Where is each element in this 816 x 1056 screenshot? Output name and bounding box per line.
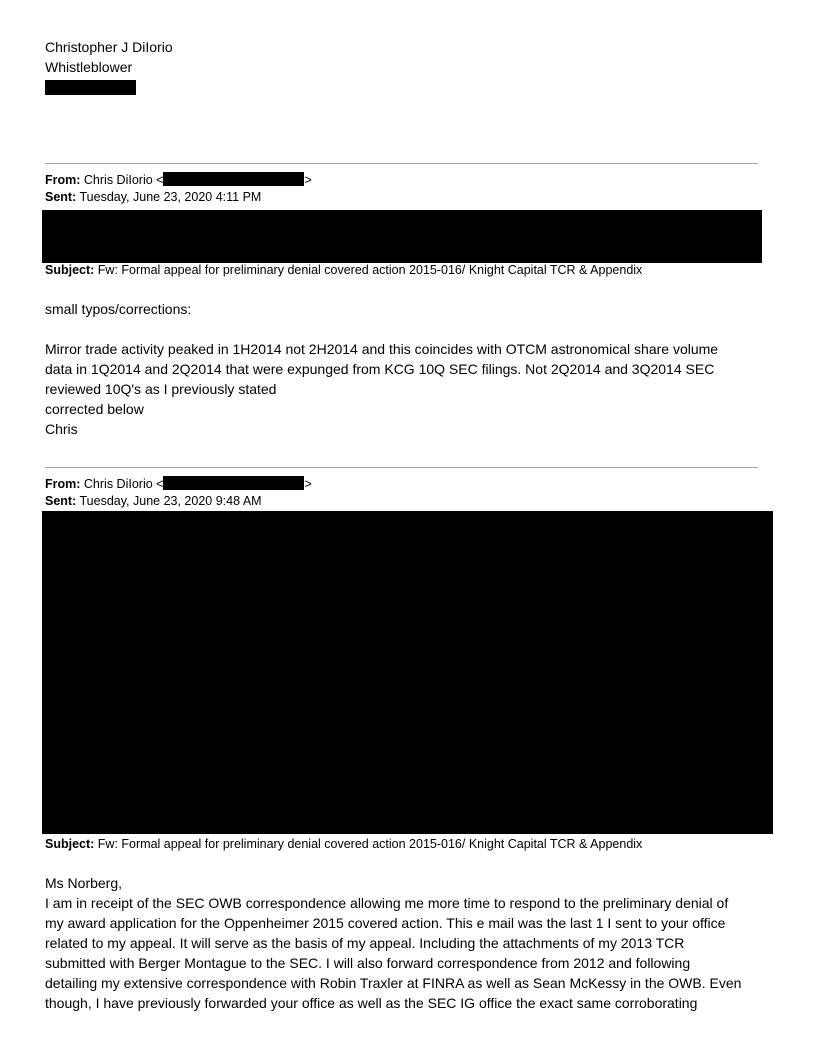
- redaction-recipients: [42, 511, 773, 834]
- subject-value: Fw: Formal appeal for preliminary denial covered action 2015-016/ Knight Capital TCR & Appendix: [97, 263, 643, 277]
- email2-from-line: [45, 476, 312, 493]
- email1-sent-line: [45, 189, 261, 206]
- email1-body-line: reviewed 10Q's as I previously stated: [45, 381, 277, 397]
- email2-body-line: submitted with Berger Montague to the SEC. I will also forward correspondence from 2012 and following: [45, 955, 691, 971]
- email1-body-line: data in 1Q2014 and 2Q2014 that were expunged from KCG 10Q SEC filings. Not 2Q2014 and 3Q2014 SEC: [45, 361, 715, 377]
- redaction-recipients: [42, 210, 762, 263]
- sent-value: Tuesday, June 23, 2020 4:11 PM: [79, 190, 262, 204]
- email1-body-line: corrected below: [45, 401, 144, 417]
- email1-from-line: [45, 172, 312, 189]
- from-label: From:: [45, 477, 81, 491]
- sent-label: Sent:: [45, 494, 77, 508]
- from-name: Chris DiIorio <: [83, 173, 164, 187]
- sent-label: Sent:: [45, 190, 77, 204]
- redaction-address: [45, 80, 136, 95]
- subject-label: Subject:: [45, 263, 95, 277]
- redaction-email: [163, 476, 304, 490]
- email1-signature: Chris: [45, 421, 78, 437]
- email2-body-line: detailing my extensive correspondence with Robin Traxler at FINRA as well as Sean McKessy in the OWB. Even: [45, 975, 742, 991]
- redaction-email: [163, 172, 304, 186]
- email2-body-line: though, I have previously forwarded your office as well as the SEC IG office the exact same corroborating: [45, 995, 698, 1011]
- email1-body-line: Mirror trade activity peaked in 1H2014 not 2H2014 and this coincides with OTCM astronomical share volume: [45, 341, 719, 357]
- email-separator: [45, 467, 758, 468]
- from-name: Chris DiIorio <: [83, 477, 164, 491]
- author-title: Whistleblower: [45, 59, 133, 75]
- email2-subject-line: [45, 836, 642, 853]
- from-close: >: [304, 173, 312, 187]
- email2-sent-line: [45, 493, 262, 510]
- email2-greeting: Ms Norberg,: [45, 875, 123, 891]
- subject-label: Subject:: [45, 837, 95, 851]
- subject-value: Fw: Formal appeal for preliminary denial covered action 2015-016/ Knight Capital TCR & Appendix: [97, 837, 643, 851]
- email1-body-line: small typos/corrections:: [45, 301, 192, 317]
- email1-subject-line: [45, 262, 642, 279]
- email2-body-line: related to my appeal. It will serve as the basis of my appeal. Including the attachments of my 2013 TCR: [45, 935, 685, 951]
- from-label: From:: [45, 173, 81, 187]
- author-name: Christopher J DiIorio: [45, 39, 173, 55]
- email-separator: [45, 163, 758, 164]
- email2-body-line: I am in receipt of the SEC OWB correspondence allowing me more time to respond to the preliminary denial of: [45, 895, 729, 911]
- sent-value: Tuesday, June 23, 2020 9:48 AM: [79, 494, 262, 508]
- email2-body-line: my award application for the Oppenheimer 2015 covered action. This e mail was the last 1 I sent to your office: [45, 915, 726, 931]
- from-close: >: [304, 477, 312, 491]
